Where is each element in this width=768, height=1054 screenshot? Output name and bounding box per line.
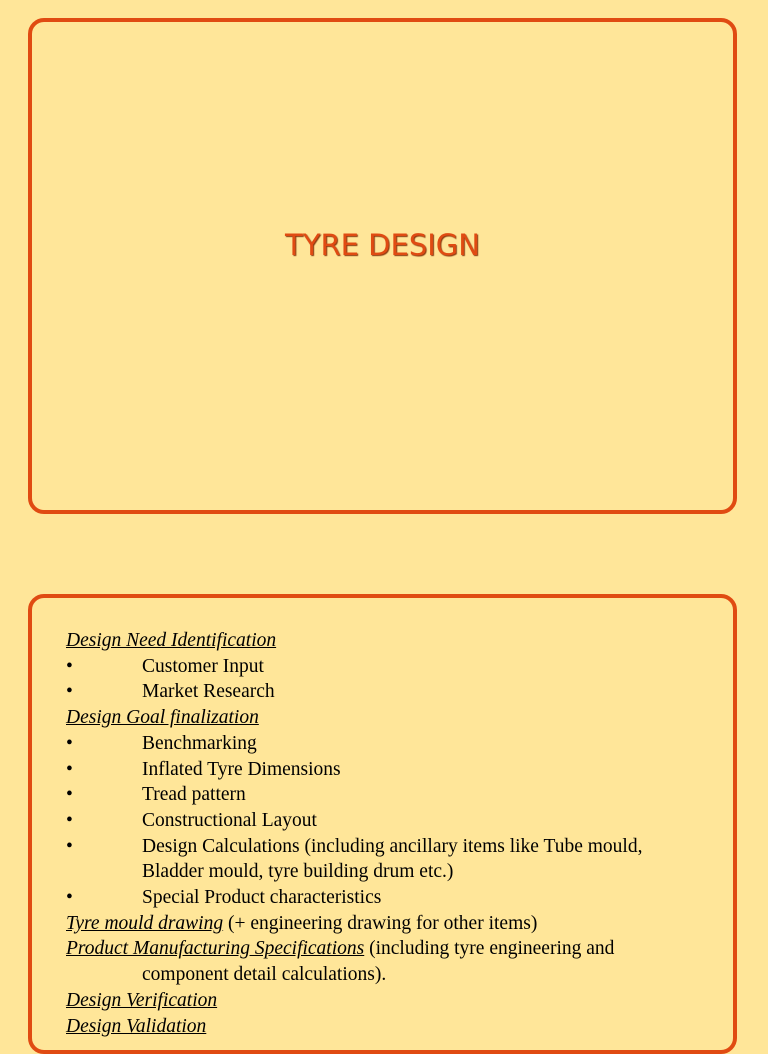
- bullet-icon: •: [66, 887, 73, 909]
- bullet-icon: •: [66, 809, 73, 831]
- bullet-icon: •: [66, 835, 73, 857]
- heading-product-manufacturing-specifications: Product Manufacturing Specifications: [66, 938, 365, 960]
- title-slide: [28, 18, 737, 514]
- list-item: [66, 679, 706, 705]
- product-manufacturing-continuation: component detail calculations).: [142, 964, 387, 986]
- content-body: [66, 628, 706, 1039]
- product-manufacturing-line: [66, 936, 706, 962]
- list-item-text: Special Product characteristics: [142, 887, 382, 909]
- list-item-text: Inflated Tyre Dimensions: [142, 758, 341, 780]
- slide-title: TYRE DESIGN: [285, 228, 480, 262]
- list-item-text: Design Calculations (including ancillary items like Tube mould, Bladder mould, tyre building drum etc.): [142, 835, 643, 883]
- heading-design-validation: Design Validation: [66, 1015, 207, 1037]
- list-item-text: Customer Input: [142, 655, 264, 677]
- heading-design-verification: Design Verification: [66, 989, 218, 1011]
- list-item: [66, 782, 706, 808]
- tyre-mould-drawing-note: (+ engineering drawing for other items): [223, 912, 538, 934]
- list-item-text: Tread pattern: [142, 784, 246, 806]
- content-slide: [28, 594, 737, 1054]
- product-manufacturing-note: (including tyre engineering and: [364, 938, 615, 960]
- list-item-text: Benchmarking: [142, 732, 257, 754]
- list-item: [66, 757, 706, 783]
- heading-design-goal-finalization: Design Goal finalization: [66, 707, 259, 729]
- list-item-text: Market Research: [142, 681, 275, 703]
- bullet-icon: •: [66, 655, 73, 677]
- list-item-text: Constructional Layout: [142, 809, 317, 831]
- list-item: [66, 885, 706, 911]
- heading-design-need-identification: Design Need Identification: [66, 630, 277, 651]
- heading-tyre-mould-drawing: Tyre mould drawing: [66, 912, 224, 934]
- bullet-icon: •: [66, 681, 73, 703]
- tyre-mould-drawing-line: [66, 911, 706, 937]
- list-item: [66, 731, 706, 757]
- list-item: [66, 808, 706, 834]
- bullet-icon: •: [66, 732, 73, 754]
- bullet-icon: •: [66, 784, 73, 806]
- list-item: [66, 834, 706, 885]
- bullet-icon: •: [66, 758, 73, 780]
- list-item: [66, 654, 706, 680]
